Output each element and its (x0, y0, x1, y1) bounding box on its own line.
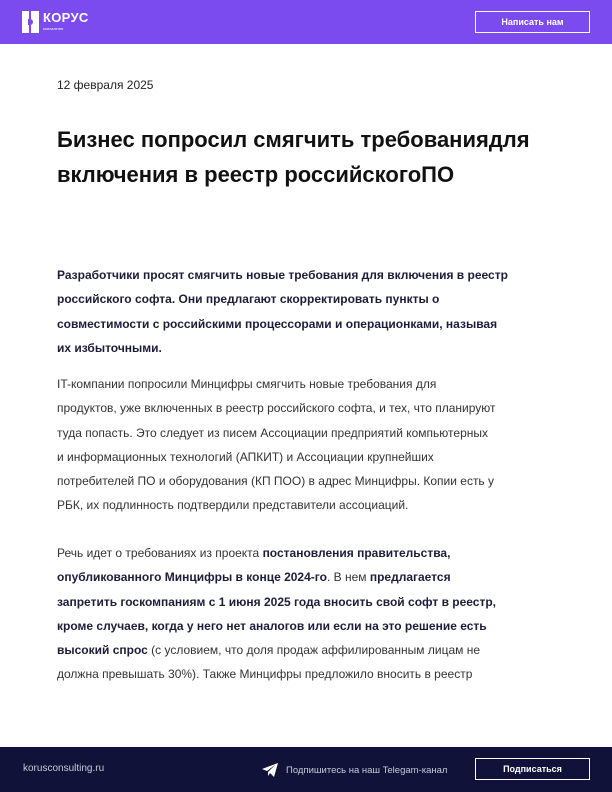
text-line: РБК, их подлинность подтвердили представители ассоциаций. (57, 498, 409, 513)
logo[interactable] (22, 11, 89, 33)
text: Речь идет о требованиях из проекта (57, 546, 263, 560)
text-line: Бизнес попросил смягчить требования (57, 127, 489, 152)
text-line: российского софта. Они предлагают скорректировать пункты о (57, 292, 440, 307)
text-line (57, 662, 567, 686)
article-paragraph (57, 372, 567, 518)
article-lead (57, 263, 567, 360)
write-us-button[interactable]: Написать нам (475, 11, 590, 33)
logo-name: КОРУС (43, 10, 89, 25)
bold-text: постановления правительства, (262, 546, 451, 560)
text-line: продуктов, уже включенных в реестр российского софта, и тех, что планируют (57, 401, 496, 416)
text: (с условием, что доля продаж аффилированным лицам не (147, 643, 481, 658)
header (0, 0, 612, 44)
text-line: и информационных технологий (АПКИТ) и Ассоциации крупнейших (57, 449, 434, 464)
subscribe-button[interactable]: Подписаться (475, 758, 590, 780)
logo-mark-icon (22, 11, 39, 33)
text-line: для включения в реестр российского (57, 127, 530, 187)
bold-text: высокий спрос (57, 643, 148, 658)
text: . В нем (326, 570, 370, 585)
text-line: совместимости с российскими процессорами и операционками, называя (57, 316, 498, 331)
text-line (57, 614, 567, 638)
logo-subtitle: консалтинг (43, 26, 64, 31)
text-line: Разработчики просят смягчить новые требования для включения в реестр (57, 268, 508, 282)
bold-text: опубликованного Минцифры в конце 2024-го (57, 570, 327, 585)
text-line: потребителей ПО и оборудования (КП ПОО) в адрес Минцифры. Копии есть у (57, 474, 495, 489)
text-line (57, 541, 567, 565)
telegram-icon (262, 763, 278, 777)
text-line: туда попасть. Это следует из писем Ассоциации предприятий компьютерных (57, 425, 489, 440)
text-line (57, 590, 567, 614)
telegram-link[interactable] (262, 763, 447, 777)
telegram-text: Подпишитесь на наш Telegam-канал (286, 764, 448, 776)
text-line (57, 565, 567, 589)
bold-text: предлагается (369, 570, 451, 585)
text-line: их избыточными. (57, 340, 162, 355)
bold-text: кроме случаев, когда у него нет аналогов или если на это решение есть (57, 618, 487, 633)
article-paragraph (57, 541, 567, 687)
text-line: IT-компании попросили Минцифры смягчить новые требования для (57, 377, 437, 391)
site-link[interactable]: korusconsulting.ru (23, 763, 105, 774)
footer (0, 747, 612, 792)
bold-text: запретить госкомпаниям с 1 июня 2025 года вносить свой софт в реестр, (57, 594, 497, 609)
article-date: 12 февраля 2025 (57, 78, 154, 92)
article-title (57, 122, 567, 192)
text: должна превышать 30%). Также Минцифры предложило вносить в реестр (57, 667, 473, 682)
text-line (57, 638, 567, 662)
text-line: ПО (421, 162, 455, 187)
